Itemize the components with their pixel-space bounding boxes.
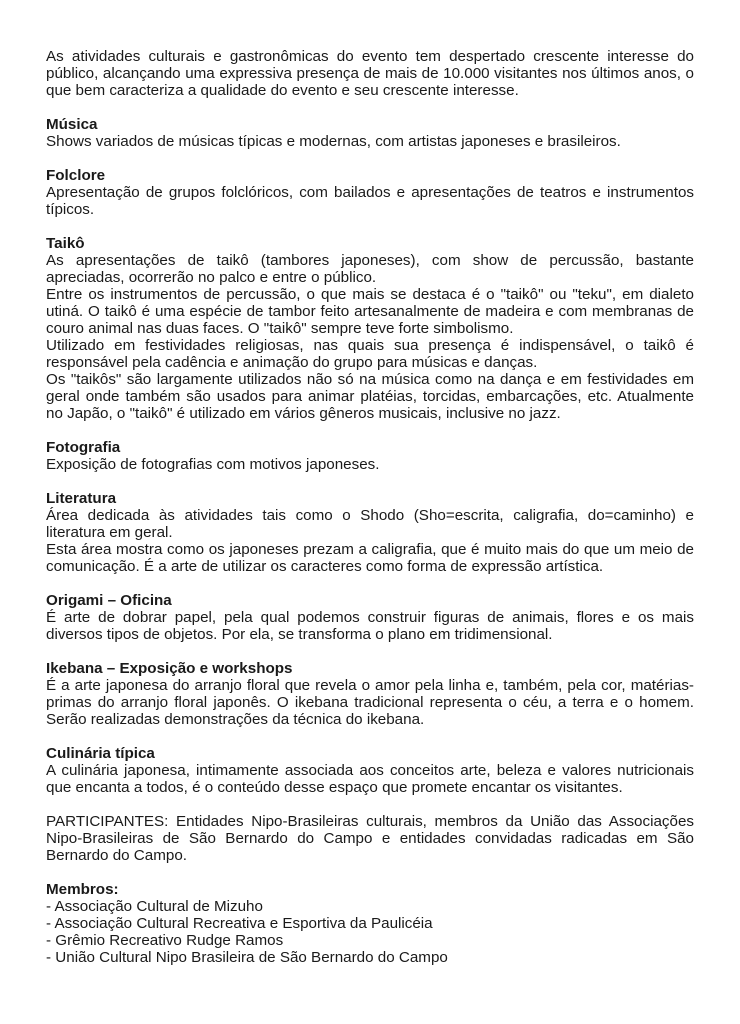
section-ikebana: [46, 660, 694, 728]
section-paragraph: As apresentações de taikô (tambores japoneses), com show de percussão, bastante apreciadas, ocorrerão no palco e entre o público.: [46, 252, 694, 286]
section-fotografia: [46, 439, 694, 473]
section-paragraph: Os "taikôs" são largamente utilizados não só na música como na dança e em festividades em geral onde também são usados para animar platéias, torcidas, embarcações, etc. Atualmente no Japão, o "taikô" é utilizado em vários gêneros musicais, inclusive no jazz.: [46, 371, 694, 422]
section-membros: [46, 881, 694, 966]
section-paragraph: É a arte japonesa do arranjo floral que revela o amor pela linha e, também, pela cor, matérias-primas do arranjo floral japonês. O ikebana tradicional representa o céu, a terra e o homem. Serão realizadas demonstrações da técnica do ikebana.: [46, 677, 694, 728]
section-heading: Fotografia: [46, 439, 121, 456]
section-paragraph: Shows variados de músicas típicas e modernas, com artistas japoneses e brasileiros.: [46, 133, 621, 150]
section-paragraph: Área dedicada às atividades tais como o Shodo (Sho=escrita, caligrafia, do=caminho) e literatura em geral.: [46, 507, 694, 541]
section-paragraph: Esta área mostra como os japoneses prezam a caligrafia, que é muito mais do que um meio de comunicação. É a arte de utilizar os caracteres como forma de expressão artística.: [46, 541, 694, 575]
intro-paragraph: As atividades culturais e gastronômicas do evento tem despertado crescente interesse do público, alcançando uma expressiva presença de mais de 10.000 visitantes nos últimos anos, o que bem caracteriza a qualidade do evento e seu crescente interesse.: [46, 48, 694, 99]
section-heading: Folclore: [46, 167, 106, 184]
section-taiko: [46, 235, 694, 422]
members-list: [46, 898, 694, 966]
section-heading: Ikebana – Exposição e workshops: [46, 660, 293, 677]
participants-paragraph: PARTICIPANTES: Entidades Nipo-Brasileiras culturais, membros da União das Associações Nipo-Brasileiras de São Bernardo do Campo e entidades convidadas radicadas em São Bernardo do Campo.: [46, 813, 694, 864]
section-heading: Taikô: [46, 235, 85, 252]
section-origami: [46, 592, 694, 643]
section-literatura: [46, 490, 694, 575]
section-heading: Música: [46, 116, 98, 133]
section-participantes: [46, 813, 694, 864]
section-paragraph: Exposição de fotografias com motivos japoneses.: [46, 456, 380, 473]
section-paragraph: A culinária japonesa, intimamente associada aos conceitos arte, beleza e valores nutricionais que encanta a todos, é o conteúdo desse espaço que promete encantar os visitantes.: [46, 762, 694, 796]
list-item: - União Cultural Nipo Brasileira de São Bernardo do Campo: [46, 949, 448, 966]
section-heading: Culinária típica: [46, 745, 155, 762]
section-paragraph: Apresentação de grupos folclóricos, com bailados e apresentações de teatros e instrumentos típicos.: [46, 184, 694, 218]
section-paragraph: Utilizado em festividades religiosas, nas quais sua presença é indispensável, o taikô é responsável pela cadência e animação do grupo para músicas e danças.: [46, 337, 694, 371]
section-paragraph: É arte de dobrar papel, pela qual podemos construir figuras de animais, flores e os mais diversos tipos de objetos. Por ela, se transforma o plano em tridimensional.: [46, 609, 694, 643]
list-item: - Associação Cultural de Mizuho: [46, 898, 263, 915]
list-item: - Associação Cultural Recreativa e Esportiva da Paulicéia: [46, 915, 433, 932]
document-page: [46, 48, 694, 966]
section-musica: [46, 116, 694, 150]
list-item: - Grêmio Recreativo Rudge Ramos: [46, 932, 284, 949]
section-paragraph: Entre os instrumentos de percussão, o que mais se destaca é o "taikô" ou "teku", em dialeto utiná. O taikô é uma espécie de tambor feito artesanalmente de madeira e com membranas de couro animal nas duas faces. O "taikô" sempre teve forte simbolismo.: [46, 286, 694, 337]
section-folclore: [46, 167, 694, 218]
members-heading: Membros:: [46, 881, 119, 898]
section-heading: Origami – Oficina: [46, 592, 172, 609]
section-heading: Literatura: [46, 490, 117, 507]
section-culinaria: [46, 745, 694, 796]
